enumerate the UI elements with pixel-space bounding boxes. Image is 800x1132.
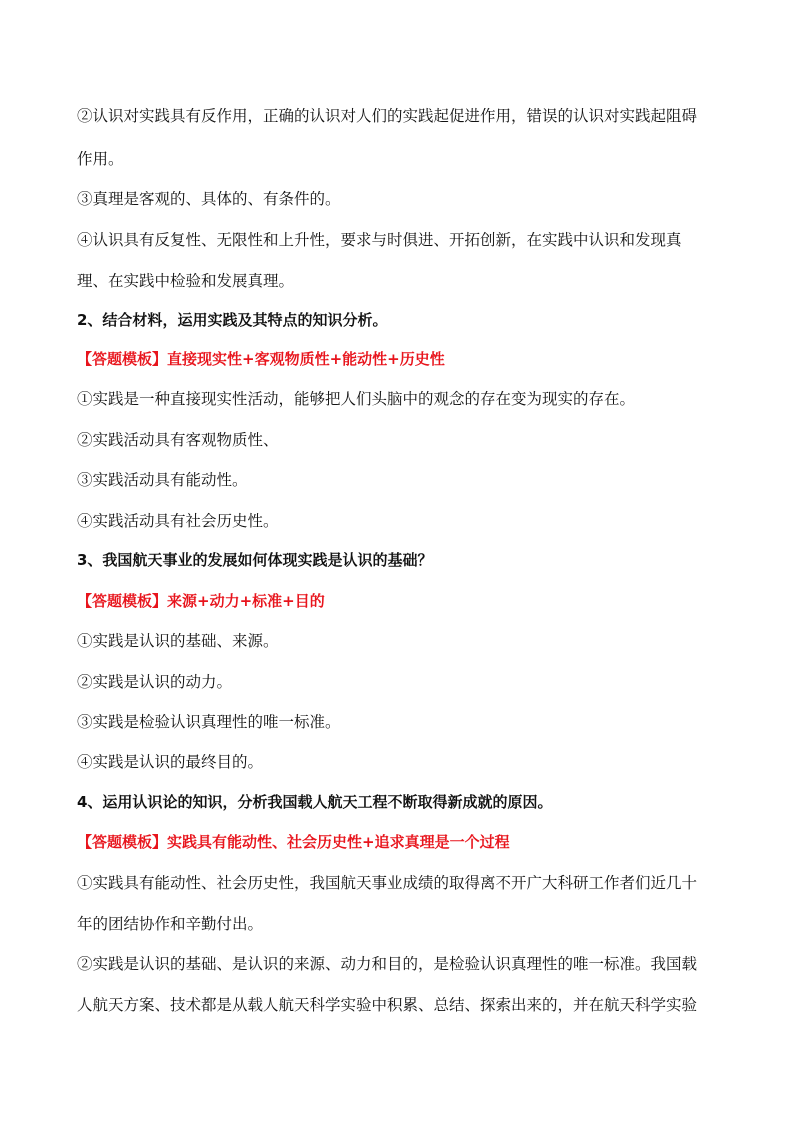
question-heading-2: 2、结合材料，运用实践及其特点的知识分析。: [77, 311, 388, 329]
question-heading-3: 3、我国航天事业的发展如何体现实践是认识的基础？: [77, 551, 433, 569]
paragraph-line: 理、在实践中检验和发展真理。: [77, 272, 295, 290]
answer-item: ④实践是认识的最终目的。: [77, 753, 264, 771]
answer-item: 年的团结协作和辛勤付出。: [77, 915, 264, 933]
paragraph-line: 作用。: [77, 150, 124, 168]
answer-template-3: 【答题模板】来源+动力+标准+目的: [77, 592, 325, 610]
paragraph-line: ④认识具有反复性、无限性和上升性，要求与时俱进、开拓创新，在实践中认识和发现真: [77, 231, 682, 249]
answer-item: ②实践是认识的基础、是认识的来源、动力和目的，是检验认识真理性的唯一标准。我国载: [77, 955, 698, 973]
answer-item: ②实践活动具有客观物质性、: [77, 431, 279, 449]
answer-template-2: 【答题模板】直接现实性+客观物质性+能动性+历史性: [77, 350, 445, 368]
answer-item: ③实践活动具有能动性。: [77, 471, 248, 489]
answer-item: ②实践是认识的动力。: [77, 673, 233, 691]
answer-item: ③实践是检验认识真理性的唯一标准。: [77, 713, 341, 731]
question-heading-4: 4、运用认识论的知识，分析我国载人航天工程不断取得新成就的原因。: [77, 793, 553, 811]
paragraph-line: ②认识对实践具有反作用，正确的认识对人们的实践起促进作用，错误的认识对实践起阻碍: [77, 107, 698, 125]
answer-item: ①实践具有能动性、社会历史性，我国航天事业成绩的取得离不开广大科研工作者们近几十: [77, 874, 698, 892]
answer-item: ①实践是一种直接现实性活动，能够把人们头脑中的观念的存在变为现实的存在。: [77, 390, 636, 408]
answer-template-4: 【答题模板】实践具有能动性、社会历史性+追求真理是一个过程: [77, 833, 510, 851]
answer-item: ④实践活动具有社会历史性。: [77, 512, 279, 530]
paragraph-line: ③真理是客观的、具体的、有条件的。: [77, 190, 341, 208]
answer-item: ①实践是认识的基础、来源。: [77, 632, 279, 650]
answer-item: 人航天方案、技术都是从载人航天科学实验中积累、总结、探索出来的，并在航天科学实验: [77, 996, 698, 1014]
